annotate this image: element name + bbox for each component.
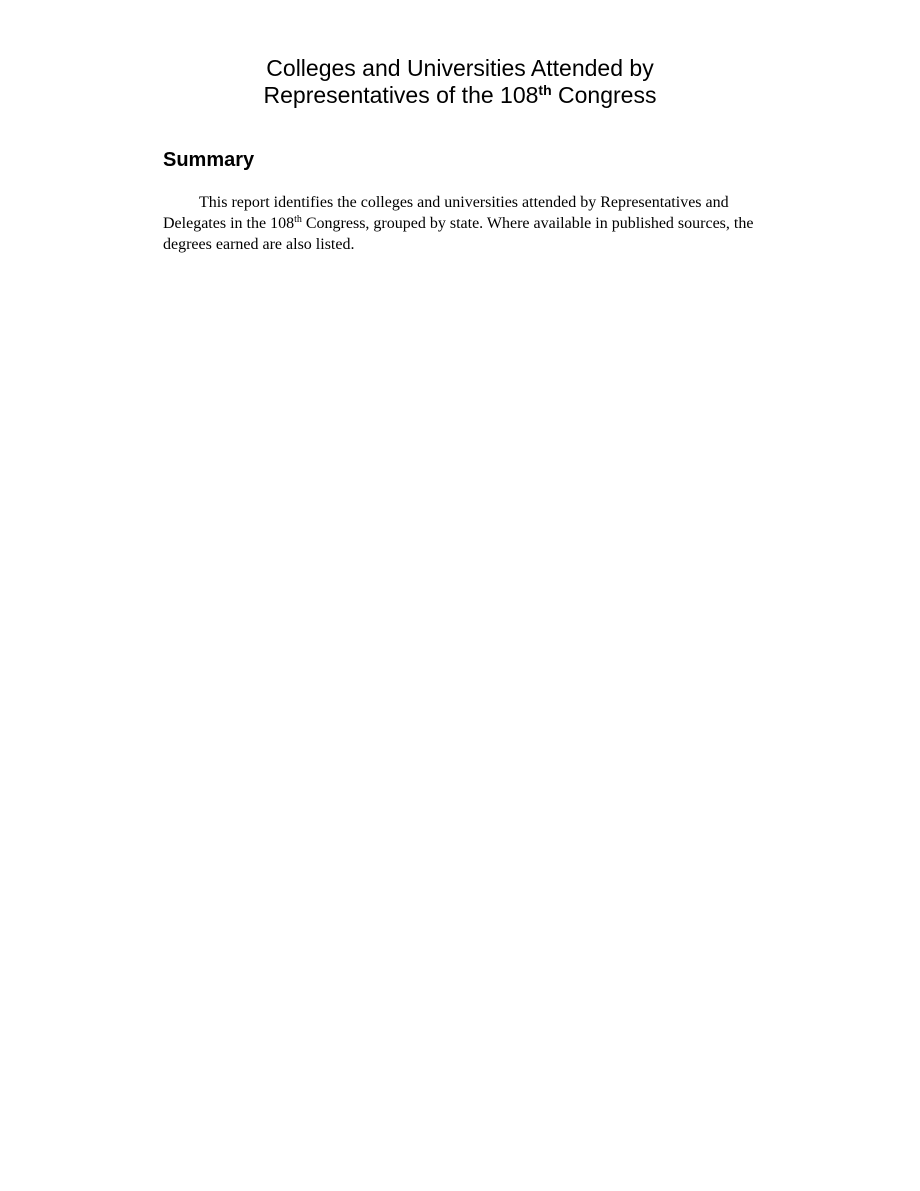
title-line-2	[0, 82, 920, 109]
title-line-1: Colleges and Universities Attended by	[266, 55, 654, 81]
summary-text-part-1: This report identifies the colleges and universities attended by Representatives and Delegates in the 108	[163, 194, 729, 232]
title-line-2-prefix: Representatives of the 108	[263, 82, 539, 108]
summary-ordinal-superscript: th	[294, 214, 302, 225]
report-title	[0, 55, 920, 109]
summary-paragraph	[163, 192, 763, 255]
title-ordinal-superscript: th	[538, 82, 552, 98]
title-line-2-suffix: Congress	[551, 82, 657, 108]
summary-text-part-2: Congress, grouped by state. Where available in published sources, the degrees earned are also listed.	[163, 215, 754, 253]
summary-heading: Summary	[163, 149, 255, 171]
